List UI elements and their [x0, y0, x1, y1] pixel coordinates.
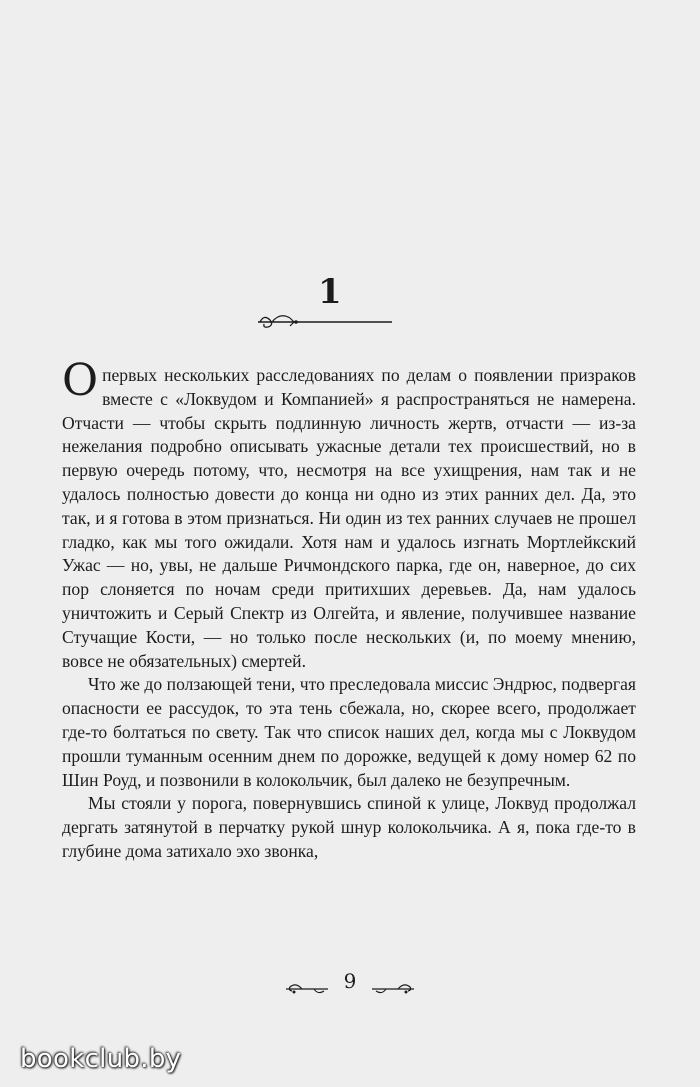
paragraph-1: Опервых нескольких расследованиях по делам о появлении призраков вместе с «Локвудом и Компанией» я распространяться не намерена. Отчасти — чтобы скрыть подлинную личность жертв, отчасти — из-за нежелания подробно описывать ужасные детали тех происшествий, но в первую очередь потому, что, несмотря на все ухищрения, нам так и не удалось полностью довести до конца ни одно из этих ранних дел. Да, это так, и я готова в этом признаться. Ни один из тех ранних случаев не прошел гладко, как мы того ожидали. Хотя нам и удалось изгнать Мортлейкский Ужас — но, увы, не дальше Ричмондского парка, где он, наверное, до сих пор слоняется по ночам среди притихших деревьев. Да, нам удалось уничтожить и Серый Спектр из Олгейта, и явление, получившее название Стучащие Кости, — но только после нескольких (и, по моему мнению, вовсе не обязательных) смертей. [62, 355, 636, 671]
chapter-text [62, 355, 636, 864]
page-number: 9 [343, 969, 357, 993]
chapter-heading [250, 272, 400, 332]
page-footer [282, 966, 418, 1006]
chapter-number: 1 [318, 272, 342, 312]
paragraph-3: Мы стояли у порога, повернувшись спиной к улице, Локвуд продолжал дергать затянутой в перчатку рукой шнур колокольчика. А я, пока где-то в глубине дома затихало эхо звонка, [62, 793, 636, 861]
chapter-ornament-icon [250, 306, 400, 332]
paragraph-2: Что же до ползающей тени, что преследовала миссис Эндрюс, подвергая опасности ее рассудок, то эта тень сбежала, но, скорее всего, продолжает где-то болтаться по свету. Так что список наших дел, когда мы с Локвудом прошли туманным осенним днем по дорожке, ведущей к дому номер 62 по Шин Роуд, и позвонили в колокольчик, был далеко не безупречным. [62, 674, 636, 790]
site-watermark: bookclub.by [20, 1044, 182, 1074]
